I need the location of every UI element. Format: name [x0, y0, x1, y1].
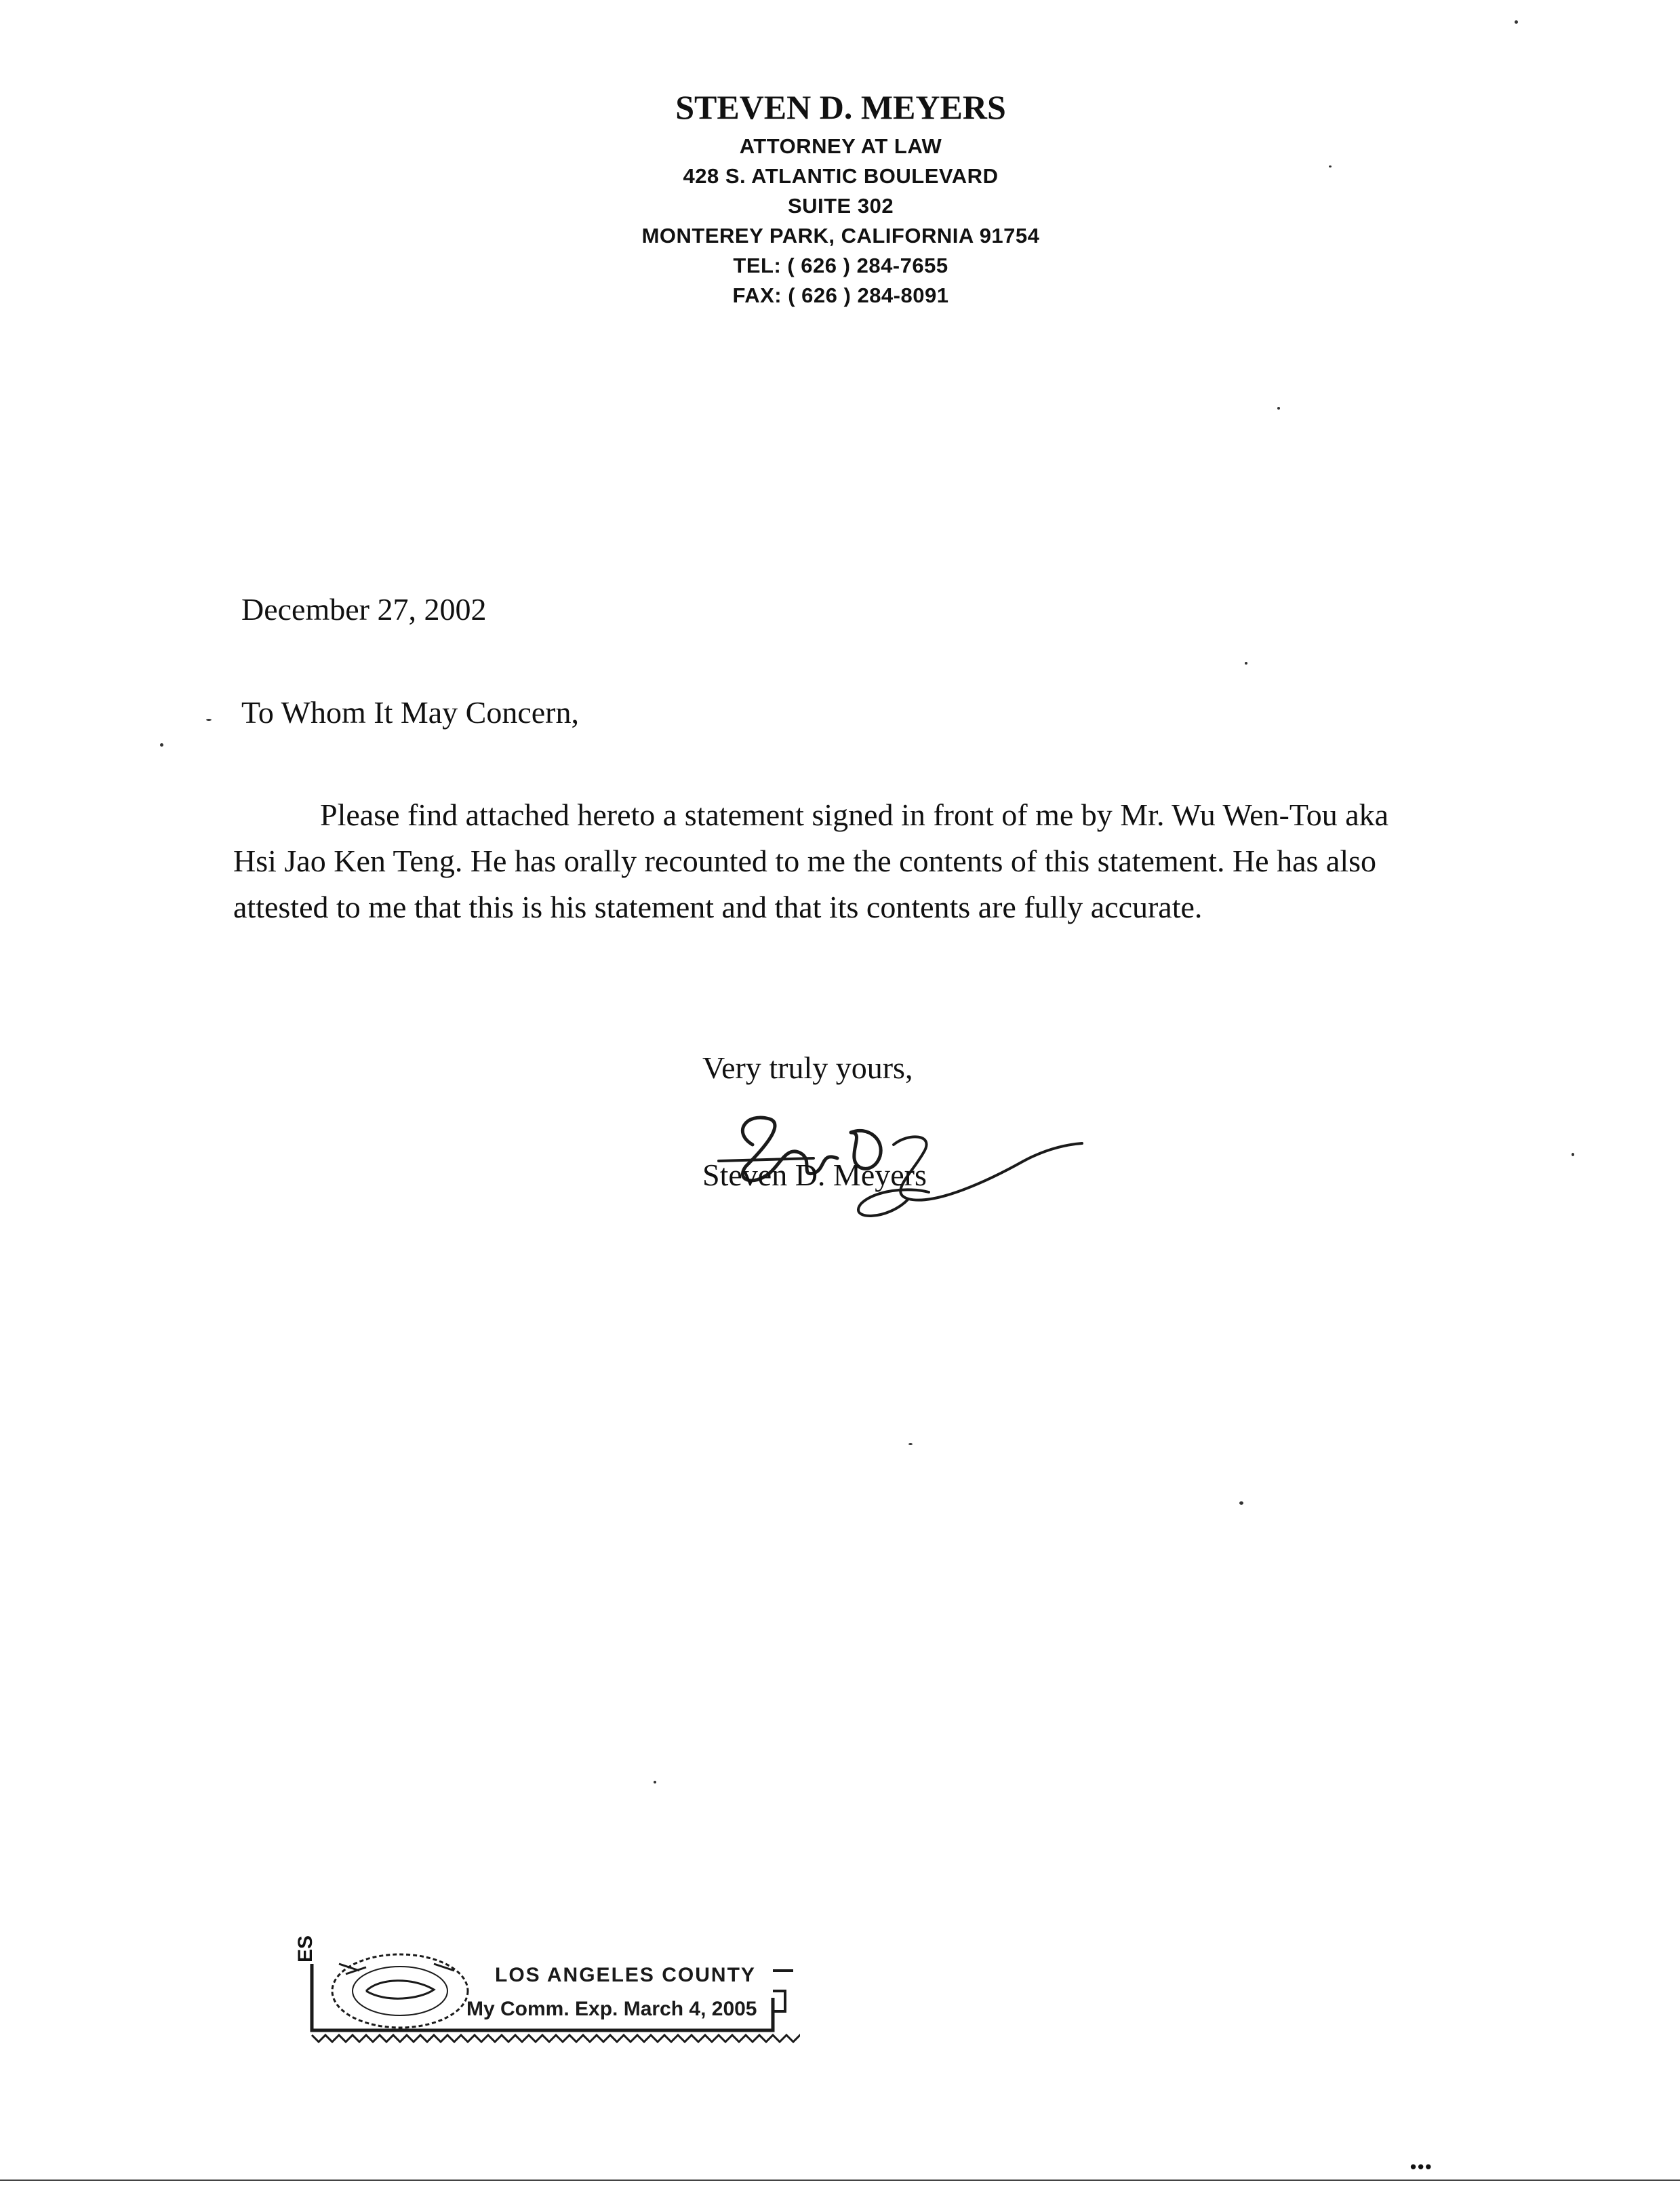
- footer-marks: •••: [1410, 2156, 1433, 2177]
- address-line-2: SUITE 302: [787, 194, 894, 218]
- signer-name: Steven D. Meyers: [702, 1158, 927, 1192]
- scan-speck: [1329, 165, 1332, 167]
- body-paragraph: Please find attached hereto a statement signed in front of me by Mr. Wu Wen-Tou aka Hsi Jao Ken Teng. He has orally recounted to me the contents of this statement. He has also attested to me that this is his statement and that its contents are fully accurate.: [233, 797, 1389, 924]
- letter-date: December 27, 2002: [241, 592, 487, 627]
- address-line-1: 428 S. ATLANTIC BOULEVARD: [683, 164, 999, 188]
- fax: FAX: ( 626 ) 284-8091: [732, 283, 949, 307]
- scan-speck: [1239, 1501, 1243, 1505]
- city-line: MONTEREY PARK, CALIFORNIA 91754: [641, 224, 1040, 248]
- page-edge-rule: [0, 2180, 1680, 2181]
- stamp-commission-expiration: My Comm. Exp. March 4, 2005: [466, 1998, 757, 2020]
- scan-speck: [1245, 662, 1247, 665]
- telephone: TEL: ( 626 ) 284-7655: [733, 254, 948, 277]
- scan-speck: [654, 1781, 656, 1783]
- scan-speck: [1277, 407, 1280, 410]
- scan-speck: [1572, 1153, 1574, 1156]
- notary-stamp: [294, 1935, 800, 2052]
- scan-speck: [908, 1443, 913, 1445]
- letterhead: [583, 87, 1098, 311]
- scan-speck: [1515, 20, 1518, 24]
- scan-speck: [160, 743, 163, 747]
- closing: Very truly yours,: [702, 1050, 913, 1085]
- attorney-name: STEVEN D. MEYERS: [675, 88, 1006, 126]
- scan-speck: [206, 719, 212, 721]
- stamp-side-text: ES: [294, 1935, 317, 1963]
- stamp-county: LOS ANGELES COUNTY: [495, 1964, 756, 1986]
- salutation: To Whom It May Concern,: [241, 695, 580, 730]
- attorney-title: ATTORNEY AT LAW: [739, 134, 942, 158]
